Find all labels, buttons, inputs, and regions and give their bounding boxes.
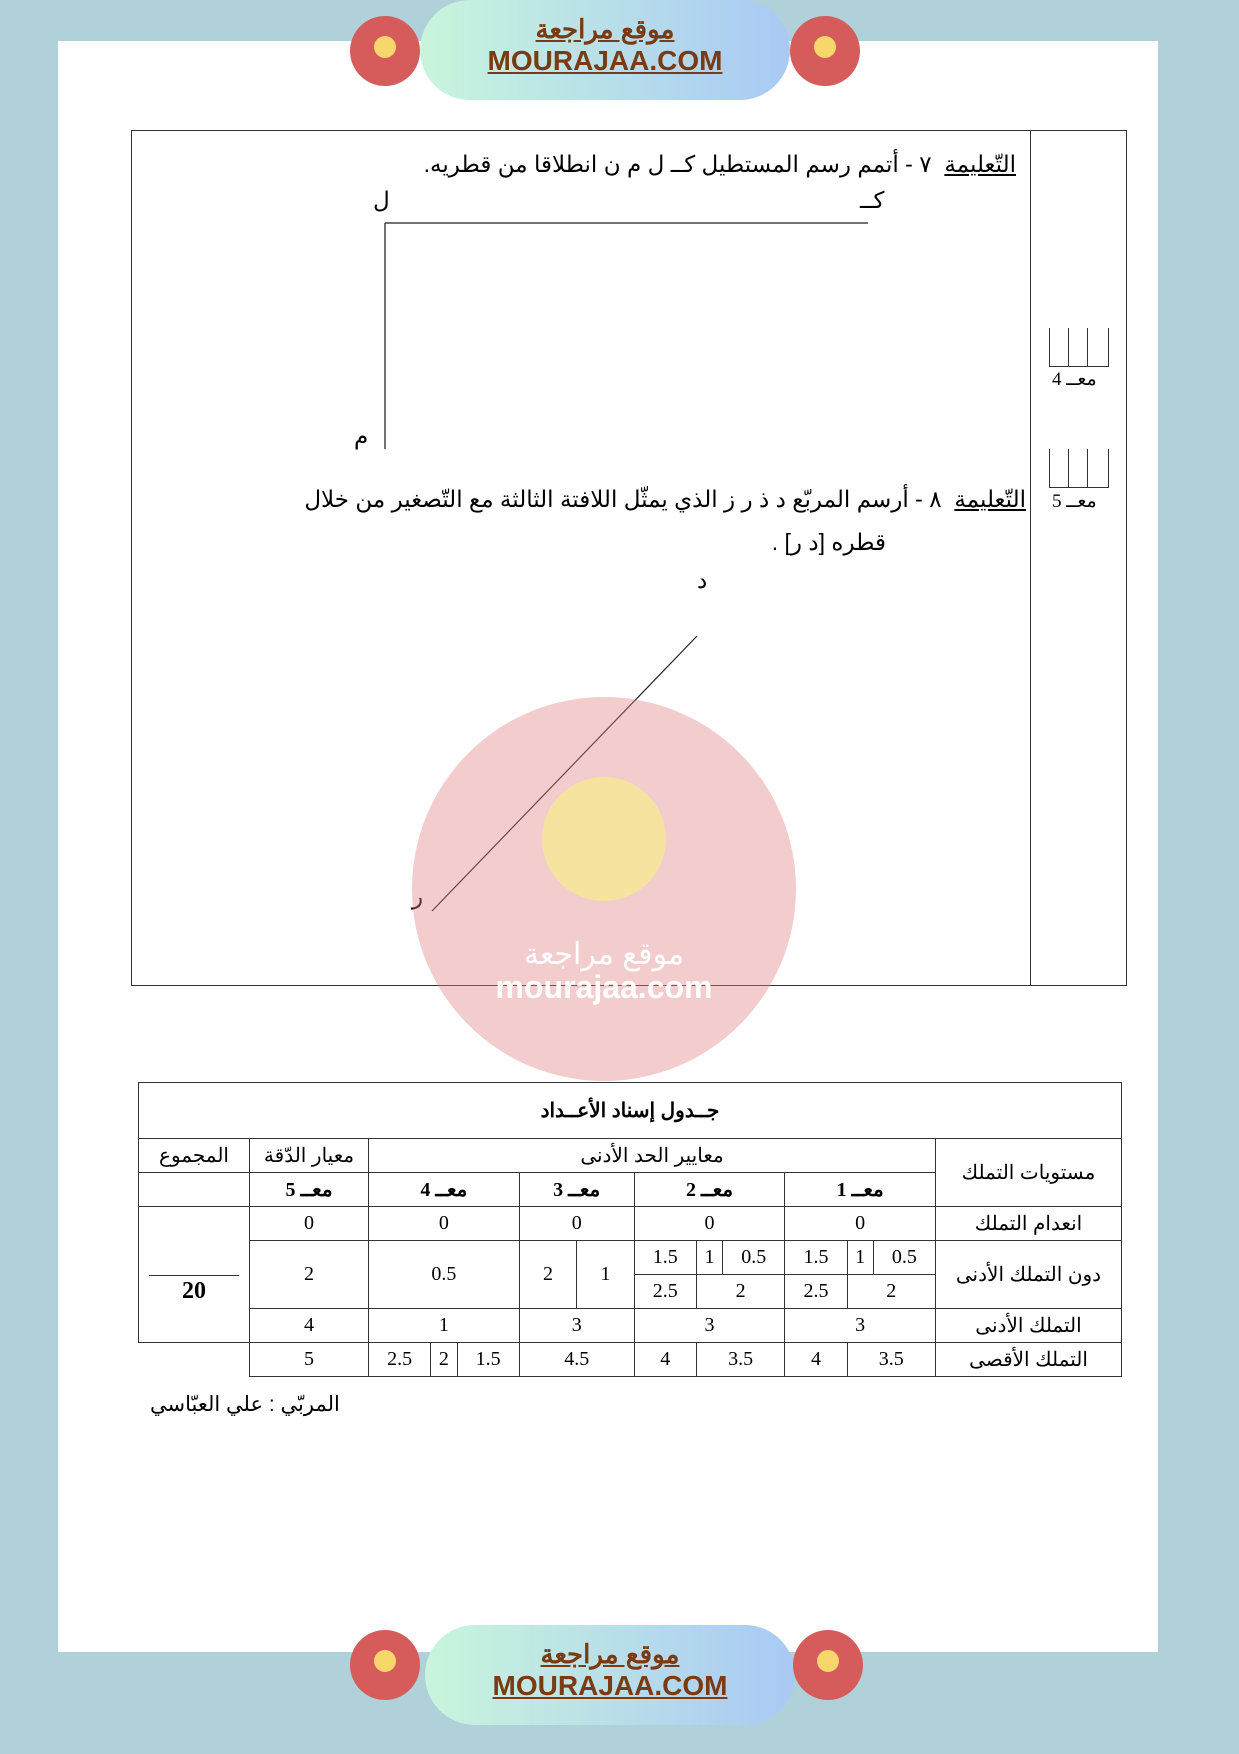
logo-left-bottom [350, 1630, 420, 1700]
cell: 1 [696, 1241, 722, 1275]
marks-boxes-4 [1049, 328, 1109, 367]
table-row [139, 1241, 1122, 1275]
mark-label-4: معــ 4 [1052, 369, 1097, 390]
cell: 2 [519, 1241, 577, 1309]
cell: 2.5 [785, 1275, 847, 1309]
cell: 0 [785, 1207, 936, 1241]
criterion-5: معــ 5 [250, 1173, 369, 1207]
criterion-2: معــ 2 [634, 1173, 785, 1207]
cell: 0.5 [369, 1241, 520, 1309]
row-label: انعدام التملك [936, 1207, 1122, 1241]
mark-label-5: معــ 5 [1052, 491, 1097, 512]
table-row [139, 1309, 1122, 1343]
point-l: ل [373, 187, 390, 213]
marks-column-divider [1030, 131, 1031, 985]
q7-text: التّعليمة ٧ - أتمم رسم المستطيل كــ ل م ن انطلاقا من قطريه. [423, 151, 1016, 177]
table-title: جــدول إسناد الأعــداد [139, 1083, 1122, 1139]
cell: 5 [250, 1343, 369, 1377]
cell: 2 [696, 1275, 784, 1309]
q8-text-2: قطره [د ر] . [771, 529, 886, 555]
marks-boxes-5 [1049, 449, 1109, 488]
cell: 0 [519, 1207, 634, 1241]
table-row [139, 1207, 1122, 1241]
logo-right-bottom [793, 1630, 863, 1700]
cell: 1 [577, 1241, 635, 1309]
watermark-english: mourajaa.com [495, 969, 713, 1005]
cell: 0 [634, 1207, 785, 1241]
cell: 2 [431, 1343, 457, 1377]
criterion-1: معــ 1 [785, 1173, 936, 1207]
watermark-arabic: موقع مراجعة [523, 938, 685, 971]
min-criteria-header: معايير الحد الأدنى [369, 1139, 936, 1173]
cell: 1 [847, 1241, 873, 1275]
cell: 3 [634, 1309, 785, 1343]
cell: 0 [250, 1207, 369, 1241]
teacher-signature: المربّي : علي العبّاسي [150, 1393, 340, 1416]
cell: 2.5 [369, 1343, 431, 1377]
point-r: ر [412, 883, 424, 909]
cell: 2 [250, 1241, 369, 1309]
cell: 3.5 [847, 1343, 935, 1377]
table-row [139, 1343, 1122, 1377]
point-d: د [697, 567, 708, 593]
total-header: المجموع [139, 1139, 250, 1173]
grading-table [138, 1082, 1122, 1377]
cell: 1 [369, 1309, 520, 1343]
point-k: كــ [860, 187, 885, 213]
row-label: التملك الأدنى [936, 1309, 1122, 1343]
q8-text: التّعليمة ٨ - أرسم المربّع د ذ ر ز الذي يمثّل اللافتة الثالثة مع التّصغير من خلال [304, 486, 1026, 512]
cell: 4 [250, 1309, 369, 1343]
criterion-4: معــ 4 [369, 1173, 520, 1207]
cell: 1.5 [457, 1343, 519, 1377]
levels-header: مستويات التملك [936, 1139, 1122, 1207]
logo-right-top [790, 16, 860, 86]
row-label: دون التملك الأدنى [936, 1241, 1122, 1309]
banner-english: MOURAJAA.COM [492, 1670, 728, 1701]
cell: 3 [785, 1309, 936, 1343]
cell: 1.5 [634, 1241, 696, 1275]
row-label: التملك الأقصى [936, 1343, 1122, 1377]
cell: 2 [847, 1275, 935, 1309]
cell: 2.5 [634, 1275, 696, 1309]
banner-english: MOURAJAA.COM [487, 45, 723, 76]
cell: 1.5 [785, 1241, 847, 1275]
cell: 0.5 [723, 1241, 785, 1275]
logo-left-top [350, 16, 420, 86]
banner-arabic: موقع مراجعة [535, 14, 675, 44]
cell: 0 [369, 1207, 520, 1241]
cell: 0.5 [873, 1241, 935, 1275]
cell: 3 [519, 1309, 634, 1343]
cell: 4 [634, 1343, 696, 1377]
cell: 4 [785, 1343, 847, 1377]
total-value: 20 [139, 1207, 250, 1343]
point-m: م [354, 423, 369, 449]
site-banner-top[interactable] [420, 0, 790, 100]
watermark [412, 697, 796, 1081]
precision-header: معيار الدّقة [250, 1139, 369, 1173]
cell: 4.5 [519, 1343, 634, 1377]
site-banner-bottom[interactable] [425, 1625, 795, 1725]
banner-arabic: موقع مراجعة [540, 1639, 680, 1669]
cell: 3.5 [696, 1343, 784, 1377]
empty-cell [139, 1173, 250, 1207]
criterion-3: معــ 3 [519, 1173, 634, 1207]
book-icon [542, 777, 666, 901]
